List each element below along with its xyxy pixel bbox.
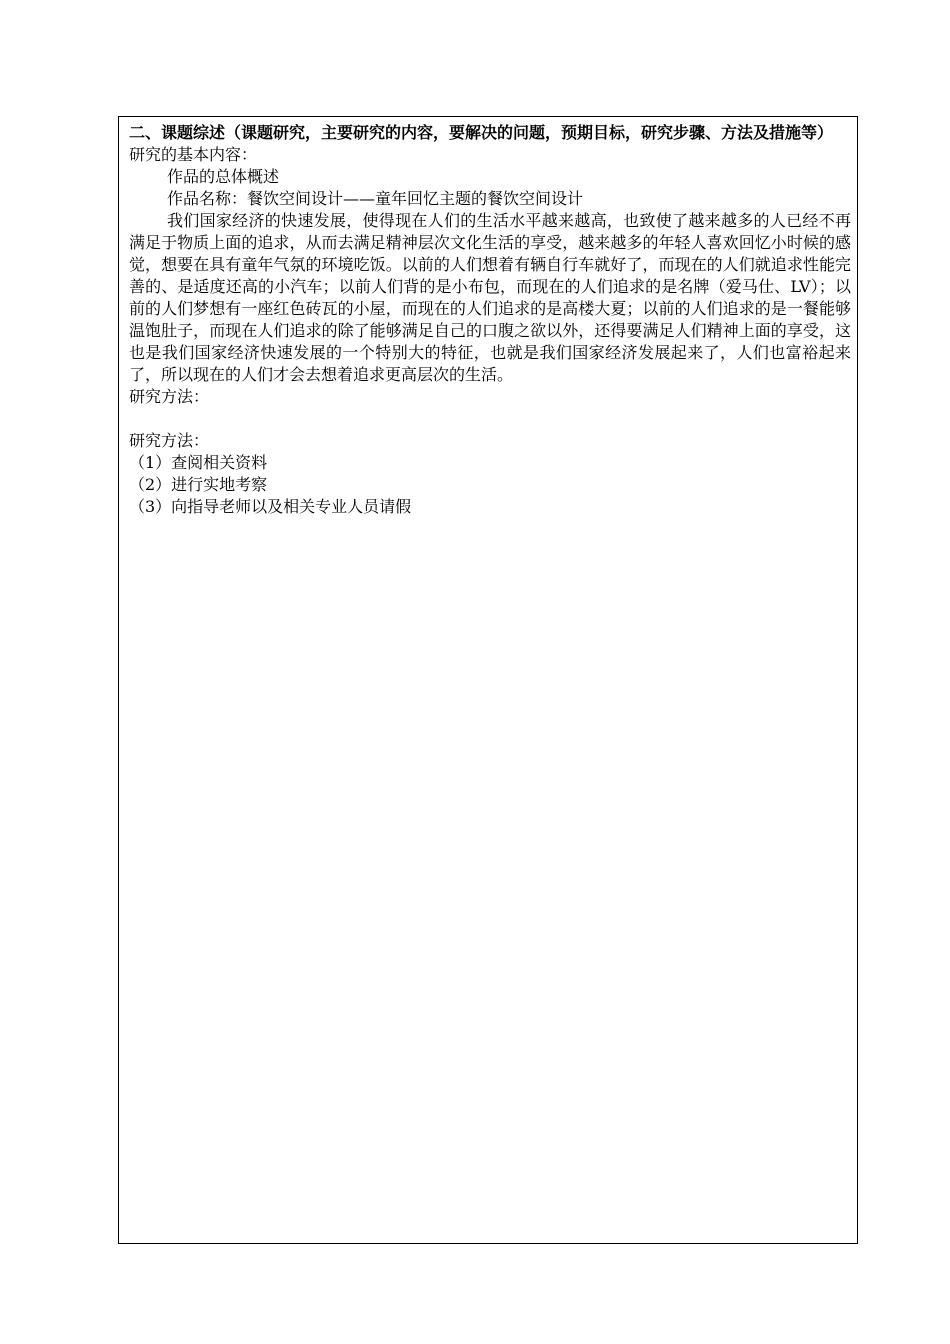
overview-label: 作品的总体概述 [167, 167, 280, 186]
work-name: 作品名称：餐饮空间设计——童年回忆主题的餐饮空间设计 [167, 189, 584, 208]
basic-content-label: 研究的基本内容： [129, 145, 258, 164]
method-item-1: （1）查阅相关资料 [129, 453, 268, 472]
section-heading: 二、课题综述（课题研究，主要研究的内容，要解决的问题，预期目标，研究步骤、方法及措施等） [129, 123, 834, 142]
body-paragraph: 我们国家经济的快速发展，使得现在人们的生活水平越来越高，也致使了越来越多的人已经不再满足于物质上面的追求，从而去满足精神层次文化生活的享受，越来越多的年轻人喜欢回忆小时候的感觉，想要在具有童年气氛的环境吃饭。以前的人们想着有辆自行车就好了，而现在的人们就追求性能完善的、是适度还高的小汽车；以前人们背的是小布包，而现在的人们追求的是名牌（爱马仕、LV）；以前的人们梦想有一座红色砖瓦的小屋，而现在的人们追求的是高楼大夏；以前的人们追求的是一餐能够温饱肚子，而现在人们追求的除了能够满足自己的口腹之欲以外，还得要满足人们精神上面的享受，这也是我们国家经济快速发展的一个特别大的特征，也就是我们国家经济发展起来了，人们也富裕起来了，所以现在的人们才会去想着追求更高层次的生活。 [129, 211, 851, 384]
document-table-cell [118, 116, 858, 1244]
method-item-3: （3）向指导老师以及相关专业人员请假 [129, 497, 412, 516]
blank-line [129, 408, 851, 430]
method-label: 研究方法： [129, 387, 210, 406]
method-item-2: （2）进行实地考察 [129, 475, 268, 494]
cell-content [129, 122, 851, 518]
method-label-repeat: 研究方法： [129, 431, 210, 450]
